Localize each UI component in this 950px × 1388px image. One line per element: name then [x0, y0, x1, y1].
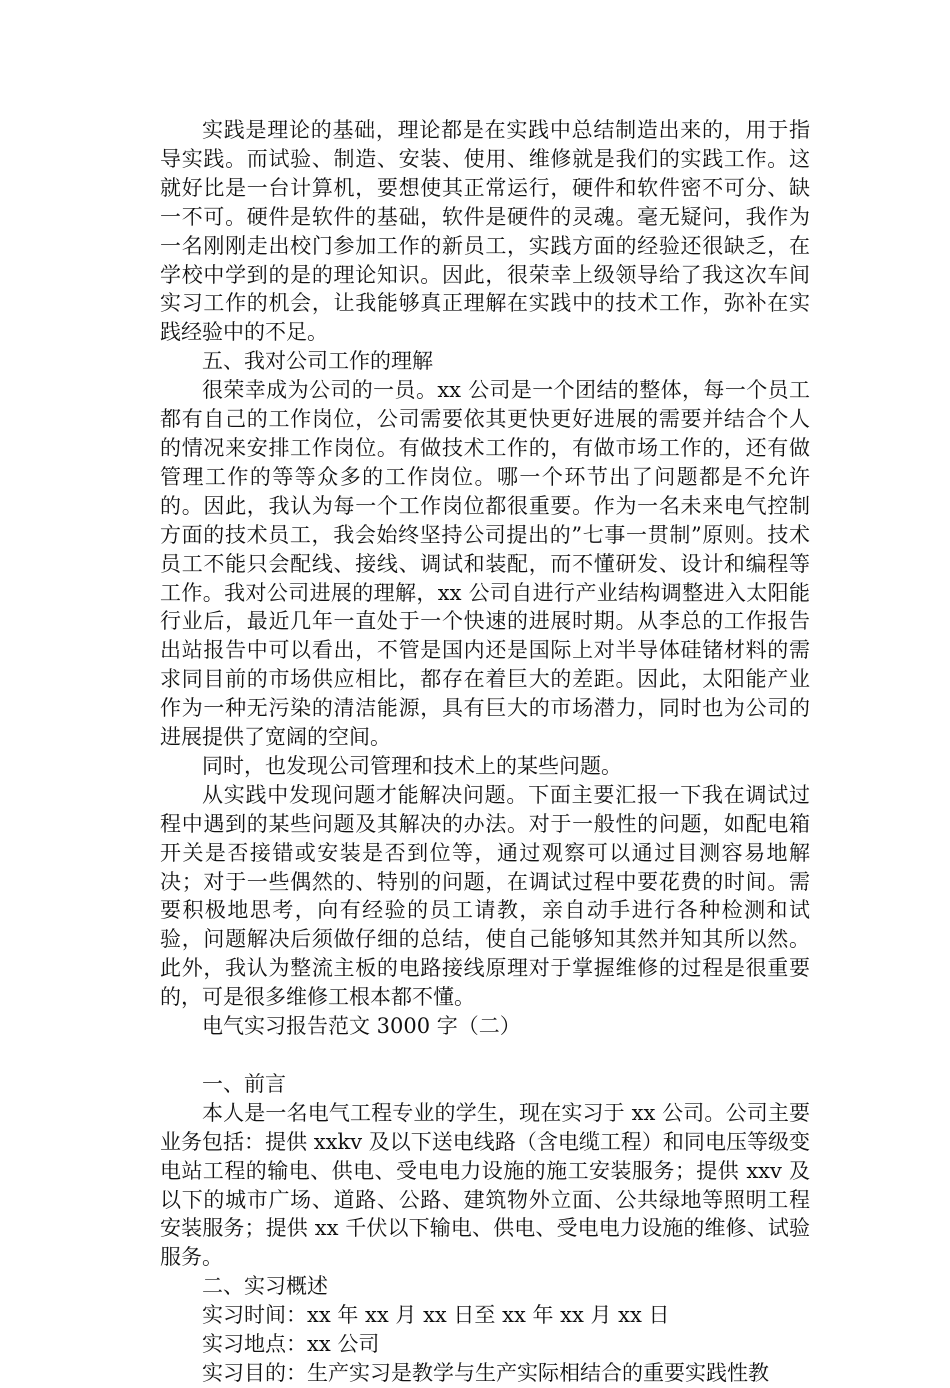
section-heading-preface: 一、前言 [202, 1071, 286, 1096]
paragraph-problem-solving: 从实践中发现问题才能解决问题。下面主要汇报一下我在调试过程中遇到的某些问题及其解决的办法。对于一般性的问题，如配电箱开关是否接错或安装是否到位等，通过观察可以通过目测容易地解决；对于一些偶然的、特别的问题，在调试过程中要花费的时间。需要积极地思考，向有经验的员工请教，亲自动手进行各种检测和试验，问题解决后须做仔细的总结，使自己能够知其然并知其所以然。此外，我认为整流主板的电路接线原理对于掌握维修的过程是很重要的，可是很多维修工根本都不懂。 [160, 782, 810, 1010]
internship-time: 实习时间：xx 年 xx 月 xx 日至 xx 年 xx 月 xx 日 [202, 1303, 670, 1328]
section-heading-overview: 二、实习概述 [202, 1274, 328, 1299]
paragraph-problems-found: 同时，也发现公司管理和技术上的某些问题。 [202, 753, 622, 778]
document-body [160, 116, 810, 1388]
internship-purpose: 实习目的：生产实习是教学与生产实际相结合的重要实践性教 [202, 1360, 769, 1385]
paragraph-practice-theory: 实践是理论的基础，理论都是在实践中总结制造出来的，用于指导实践。而试验、制造、安装、使用、维修就是我们的实践工作。这就好比是一台计算机，要想使其正常运行，硬件和软件密不可分、缺一不可。硬件是软件的基础，软件是硬件的灵魂。毫无疑问，我作为一名刚刚走出校门参加工作的新员工，实践方面的经验还很缺乏，在学校中学到的是的理论知识。因此，很荣幸上级领导给了我这次车间实习工作的机会，让我能够真正理解在实践中的技术工作，弥补在实践经验中的不足。 [160, 118, 810, 345]
section-heading-5: 五、我对公司工作的理解 [202, 349, 433, 374]
paragraph-intro: 本人是一名电气工程专业的学生，现在实习于 xx 公司。公司主要业务包括：提供 xxkv 及以下送电线路（含电缆工程）和同电压等级变电站工程的输电、供电、受电电力设施的施工安装服务；提供 xxv 及以下的城市广场、道路、公路、建筑物外立面、公共绿地等照明工程安装服务；提供 xx 千伏以下输电、供电、受电电力设施的维修、试验服务。 [160, 1100, 810, 1270]
report-title-part-2: 电气实习报告范文 3000 字（二） [202, 1014, 521, 1039]
paragraph-company-understanding: 很荣幸成为公司的一员。xx 公司是一个团结的整体，每一个员工都有自己的工作岗位，公司需要依其更快更好进展的需要并结合个人的情况来安排工作岗位。有做技术工作的，有做市场工作的，还有做管理工作的等等众多的工作岗位。哪一个环节出了问题都是不允许的。因此，我认为每一个工作岗位都很重要。作为一名未来电气控制方面的技术员工，我会始终坚持公司提出的”七事一贯制”原则。技术员工不能只会配线、接线、调试和装配，而不懂研发、设计和编程等工作。我对公司进展的理解，xx 公司自进行产业结构调整进入太阳能行业后，最近几年一直处于一个快速的进展时期。从李总的工作报告出站报告中可以看出，不管是国内还是国际上对半导体硅锗材料的需求同目前的市场供应相比，都存在着巨大的差距。因此，太阳能产业作为一种无污染的清洁能源，具有巨大的市场潜力，同时也为公司的进展提供了宽阔的空间。 [160, 378, 810, 750]
internship-location: 实习地点：xx 公司 [202, 1332, 380, 1357]
